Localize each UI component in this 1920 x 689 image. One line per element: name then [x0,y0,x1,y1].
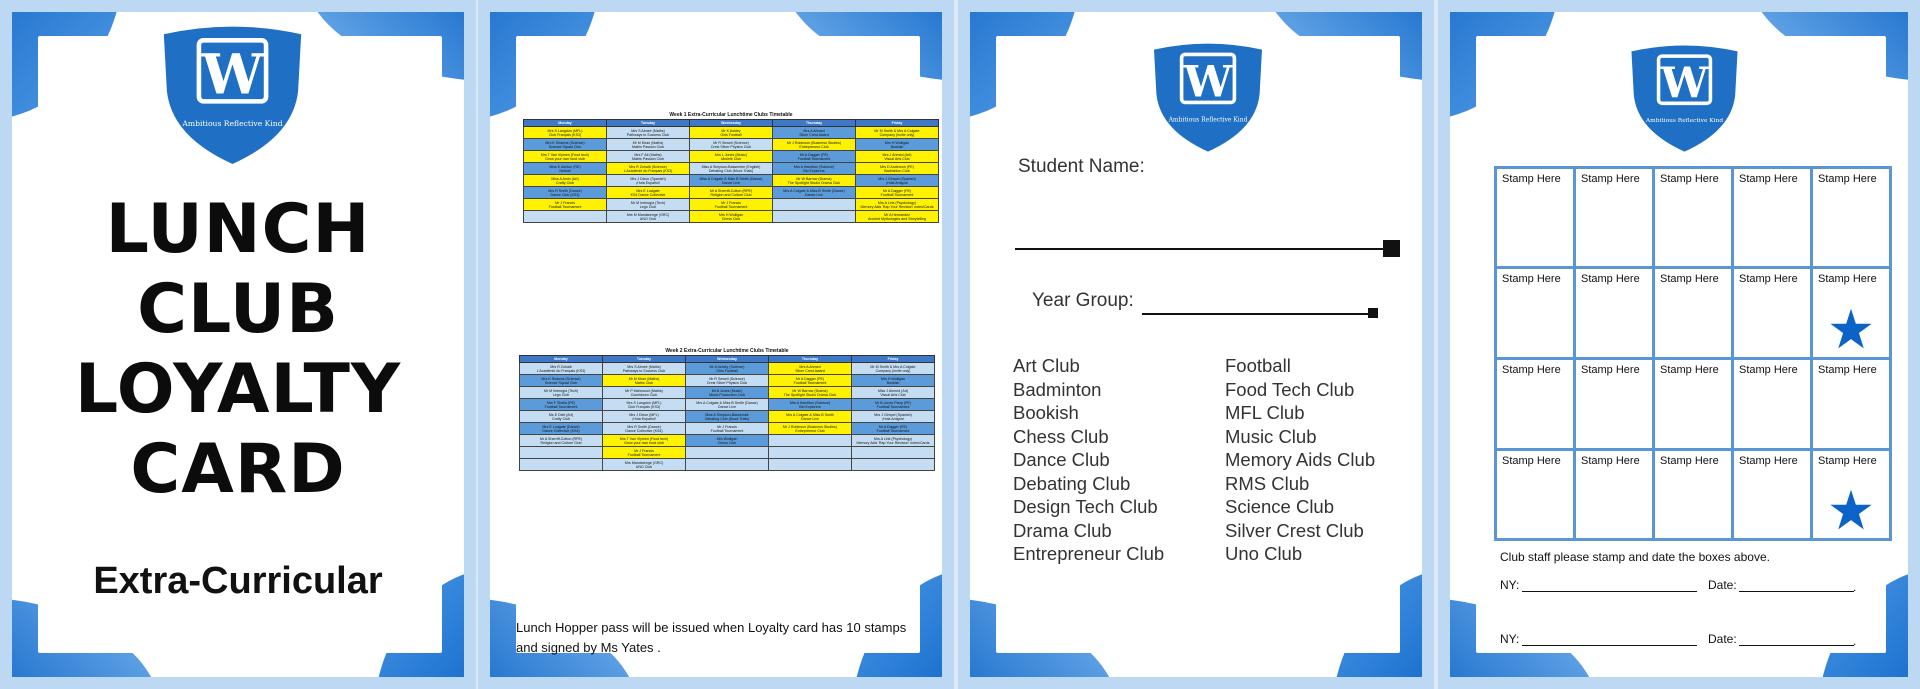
week2-day-header: Friday [852,356,935,363]
week2-cell [520,447,603,459]
week2-cell: Miss J Ahmed (Art) Visual Arts Club [852,387,935,399]
club-name: Uno Club [1225,543,1303,564]
week1-row [524,163,939,175]
club-name: Debating Club [1013,472,1131,494]
week2-row [520,363,935,375]
week1-cell: Mr R Sewell (Science) Crest Silver Physics Club [690,139,773,151]
stamp-label: Stamp Here [1818,173,1877,185]
week2-cell: Mrs A Link (Psychology) Memory Aids 'Rap Your Revision' notes/Cards [852,435,935,447]
week2-cell: Mr W Barrow (Drama) The Spotlight Studio Drama Club [769,387,852,399]
stamp-box[interactable] [1654,450,1733,540]
club-name: Bookish [1013,402,1079,423]
week1-row [524,127,939,139]
card-front-panel [0,0,476,689]
week2-day-header: Thursday [769,356,852,363]
week1-cell: Mrs F Ali (Maths) Maths Passion Club [607,151,690,163]
week2-cell: Mrs T Van Vlymen (Food tech) Grow your own food club [603,435,686,447]
stamp-label: Stamp Here [1660,455,1719,467]
stamp-label: Stamp Here [1739,273,1798,285]
week2-row [520,435,935,447]
week1-cell: Mrs L Jones (Music) Ukulele Club [690,151,773,163]
club-name: Entrepreneur Club [1013,543,1165,564]
stamp-grid [1494,166,1892,541]
stamp-row [1496,168,1891,268]
student-panel [958,0,1434,689]
date-line[interactable] [1739,591,1854,592]
week2-cell: Miss A Simpson-Bassembe Debating Club (Mock Trials) [686,411,769,423]
week2-cell: Mrs A Hamilton (Science) Bio Explorers [769,399,852,411]
club-name: RMS Club [1225,472,1310,494]
stamp-label: Stamp Here [1581,364,1640,376]
week2-day-header: Wednesday [686,356,769,363]
week2-cell: Mr R Sewell (Science) Crest Silver Physics Club [686,375,769,387]
stamp-label: Stamp Here [1818,455,1877,467]
week1-cell: Mrs E Ludgate KS4 Dance Collective [607,187,690,199]
timetable-sheet [490,12,942,677]
club-name: Football [1225,355,1291,376]
card-title-line: CARD [130,430,346,509]
ny-signature-line[interactable] [1522,645,1697,646]
week1-row [524,211,939,223]
week2-cell: Mr J Francis Football Tournament [603,447,686,459]
week1-cell: Mrs S Aimeé (Maths) Pathways to Success Club [607,127,690,139]
stamp-label: Stamp Here [1739,364,1798,376]
stamp-box[interactable] [1654,168,1733,268]
timetable-panel [478,0,954,689]
week2-row [520,423,935,435]
week1-row [524,187,939,199]
stamp-label: Stamp Here [1660,273,1719,285]
club-name: Memory Aids Club [1225,449,1376,470]
week2-cell: Mr A Ashley (Science) Girls Football [686,363,769,375]
student-name-label: Student Name: [1018,156,1145,177]
week1-cell: Mr J Robinson (Business Studies) Entrepreneur Club [773,139,856,151]
week1-cell: Miss A Amin (Art) Crafty Club [524,175,607,187]
week2-cell: Mr A Jones (Music) Music Production Club [686,387,769,399]
date-suffix: . [1853,580,1857,594]
stamp-box[interactable] [1575,450,1654,540]
stamp-row [1496,268,1891,359]
school-logo [155,22,310,167]
ny-label: NY: [1500,632,1520,646]
logo-motto: Ambitious Reflective Kind [182,118,283,128]
week2-cell [769,435,852,447]
line-end-marker [1383,240,1400,257]
stamp-box[interactable] [1654,359,1733,450]
week2-cell: Mr M Smith & Mrs A Colgate Company (invite only) [852,363,935,375]
week1-cell: Mrs A Link (Psychology) Memory Aids 'Rap Your Revision' notes/Cards [856,199,939,211]
week2-day-header: Tuesday [603,356,686,363]
week2-cell: Mr A Sherriff-Cotton (RPE) Religion and Culture Club [520,435,603,447]
club-name: MFL Club [1225,402,1305,423]
week1-cell: Mr A Dagger (PE) Football Tournament [773,151,856,163]
week2-row [520,411,935,423]
stamp-box[interactable] [1575,168,1654,268]
school-logo [1622,42,1747,154]
week2-cell: Mr A Dagger (PE) Football Tournament [769,375,852,387]
week1-cell [524,211,607,223]
week1-cell: Mr M Khan (Maths) Maths Passion Club [607,139,690,151]
stamp-sheet [1450,12,1908,677]
club-name: Badminton [1013,378,1102,400]
week2-cell: Mrs F Sheila (PE) Football Tournament [520,399,603,411]
week1-day-header: Wednesday [690,120,773,127]
week1-cell: Mr A Dagger (PE) Football Tournament [856,187,939,199]
stamp-box[interactable] [1496,168,1575,268]
week2-cell: Mrs R Smith (Dance) Dance Collective (KS4) [603,423,686,435]
week1-cell: Mrs A Colgate & Miss B Smith (Dance) Dance Live [773,187,856,199]
stamp-box[interactable] [1733,450,1812,540]
week1-row [524,199,939,211]
week2-cell: Mr J Robinson (Business Studies) Entrepreneur Club [769,423,852,435]
stamp-row [1496,450,1891,540]
club-name: Drama Club [1013,519,1112,541]
week1-cell: Mr K Ashley Girls Football [690,127,773,139]
stamp-box[interactable] [1654,268,1733,359]
week2-cell: Mr J Francis Football Tournament [686,423,769,435]
club-name: Design Tech Club [1013,496,1158,517]
week1-cell [773,211,856,223]
week1-cell: Mrs D Anderson (PE) Badminton Club [856,163,939,175]
stamp-label: Stamp Here [1739,173,1798,185]
week2-row [520,459,935,471]
stamp-box[interactable] [1733,359,1812,450]
club-name: Art Club [1013,355,1080,376]
week1-cell: Mrs J Gimpel (Spanish) ¡Hola Amigos! [856,175,939,187]
week2-header-row [520,356,935,363]
club-name: Music Club [1225,425,1317,447]
week2-cell: Mrs E Ludgate (Dance) Dance Collective (KS4) [520,423,603,435]
week2-cell: Mr M Khan (Maths) Maths Club [603,375,686,387]
date-suffix: . [1853,634,1857,648]
week1-cell: Mr M Smith & Mrs A Colgate Company (invite only) [856,127,939,139]
star-icon [1829,307,1873,351]
week1-cell: Mrs S Langdon (MFL) Club Français (KS3) [524,127,607,139]
stamp-box[interactable] [1496,359,1575,450]
week2-day-header: Monday [520,356,603,363]
week1-day-header: Friday [856,120,939,127]
week1-timetable [523,119,939,223]
stamp-label: Stamp Here [1739,455,1798,467]
card-subtitle: Extra-Curricular [93,560,383,602]
stamp-box[interactable] [1733,168,1812,268]
stamp-box[interactable] [1812,359,1891,450]
week1-header-row [524,120,939,127]
stamp-box[interactable] [1812,268,1891,359]
week1-cell: Miss A Colgate & Miss B Smith (Dance) Dance Live [690,175,773,187]
stamp-row [1496,359,1891,450]
club-name: Food Tech Club [1225,378,1355,400]
clubs-list-left [1013,354,1164,566]
week1-day-header: Thursday [773,120,856,127]
stamp-panel [1438,0,1920,689]
club-name: Dance Club [1013,449,1110,470]
week2-caption: Week 2 Extra-Curricular Lunchtime Clubs Timetable [665,348,789,354]
stamp-box[interactable] [1496,268,1575,359]
star-icon [1829,488,1873,532]
week2-cell: Mr A Dagger (PE) Football Tournament [852,423,935,435]
week2-cell: Mrs S Langdon (MFL) Club Français (KS3) [603,399,686,411]
week2-cell: Mrs A Colgate & Miss B Smith (Dance) Dance Live [686,399,769,411]
shield-icon [155,22,310,167]
student-sheet [970,12,1422,677]
stamp-box[interactable] [1733,268,1812,359]
week2-cell [852,459,935,471]
week2-row [520,399,935,411]
logo-letter: W [201,41,264,107]
year-group-label: Year Group: [1032,290,1134,311]
week2-cell [769,459,852,471]
week1-cell: Mrs H Wolligan Bookish [856,139,939,151]
logo-letter: W [1660,58,1709,109]
stamp-label: Stamp Here [1581,273,1640,285]
week1-cell [773,199,856,211]
week2-cell [686,447,769,459]
logo-motto: Ambitious Reflective Kind [1168,116,1248,124]
card-title-line: CLUB [137,270,339,349]
card-front-sheet [12,12,464,677]
week1-cell: Mrs A Ahmed Silver Crest Award [773,127,856,139]
club-name: Chess Club [1013,425,1109,447]
week1-cell: Miss E Ashton (RE) Netball [524,163,607,175]
week1-cell: Mr M Imbrugia (Tech) Lego Club [607,199,690,211]
date-line[interactable] [1739,645,1854,646]
week2-cell: Ms E Dixit (Art) Crafty Club [520,411,603,423]
stamp-label: Stamp Here [1818,364,1877,376]
week1-row [524,139,939,151]
week1-cell: Mrs K Sharma (Science) Science Squad Club [524,139,607,151]
week2-cell: Mrs Mandarenge (GRC) UNO Club [603,459,686,471]
ny-signature-line[interactable] [1522,591,1697,592]
week2-row [520,375,935,387]
week1-caption: Week 1 Extra-Curricular Lunchtime Clubs Timetable [669,112,793,118]
week2-cell: Mrs J Gimpel (Spanish) ¡Hola Amigos! [852,411,935,423]
week2-cell: Mr B Jones Parry (PE) Football Tournament [852,399,935,411]
student-name-field[interactable] [1015,248,1390,250]
week2-cell: Mrs R Zohaib L'Académie du Français (KS3) [520,363,603,375]
week1-cell: Mr W Barrow (Drama) The Spotlight Studio Drama Club [773,175,856,187]
stamp-label: Stamp Here [1581,455,1640,467]
week1-cell: Mr A Sherriff-Cotton (RPE) Religion and Culture Club [690,187,773,199]
card-title-line: LOYALTY [74,350,402,429]
week2-cell: Mrs A Ahmed Silver Crest Award [769,363,852,375]
week1-cell: Mrs R Smith (Dance) Dance Club (KS3) [524,187,607,199]
week2-cell: Mr M Imbrugia (Tech) Lego Club [520,387,603,399]
stamp-label: Stamp Here [1660,173,1719,185]
logo-letter: W [1183,56,1233,108]
stamp-label: Stamp Here [1581,173,1640,185]
week1-cell: Mrs H Wolligan Chess Club [690,211,773,223]
stamp-box[interactable] [1812,168,1891,268]
stamp-label: Stamp Here [1818,273,1877,285]
week1-cell: Mrs J Dixon (Spanish) ¡Hola Español! [607,175,690,187]
week2-cell: Mrs K Sharma (Science) Science Squad Club [520,375,603,387]
stamp-label: Stamp Here [1502,364,1561,376]
line-end-marker [1368,308,1378,318]
shield-icon [1622,42,1747,154]
week2-cell: Mrs A Colgate & Miss B Smith Dance Live [769,411,852,423]
week2-cell [769,447,852,459]
week1-row [524,175,939,187]
week2-cell: Mrs H Wolligan Bookish [852,375,935,387]
shield-icon [1144,40,1272,154]
week1-row [524,151,939,163]
week1-day-header: Tuesday [607,120,690,127]
week2-row [520,387,935,399]
clubs-list-right [1225,354,1375,566]
stamp-label: Stamp Here [1502,455,1561,467]
date-label: Date: [1708,632,1737,646]
week2-cell: Mr P Mahmood (Maths) Countdown Club [603,387,686,399]
week2-cell: Mrs J Dixon (MFL) ¡Hola Español! [603,411,686,423]
stamp-label: Stamp Here [1502,173,1561,185]
week1-cell: Mrs A Hamilton (Science) Bio Explorers [773,163,856,175]
week1-cell: Mrs T Van Vlymen (Food tech) Grow your own food club [524,151,607,163]
school-logo [1144,40,1272,154]
card-title-line: LUNCH [105,190,371,269]
stamp-box[interactable] [1575,359,1654,450]
week1-cell: Mrs J Ahmed (Art) Visual Arts Club [856,151,939,163]
stamp-box[interactable] [1496,450,1575,540]
week2-timetable [519,355,935,471]
club-name: Science Club [1225,496,1335,517]
lunch-hopper-note: Lunch Hopper pass will be issued when Loyalty card has 10 stamps and signed by Ms Yates . [516,620,907,655]
week1-cell: Miss A Simpson-Bassembe (English) Debating Club (Mock Trials) [690,163,773,175]
stamp-box[interactable] [1575,268,1654,359]
stamp-label: Stamp Here [1502,273,1561,285]
week2-cell [686,459,769,471]
year-group-field[interactable] [1142,313,1374,315]
logo-motto: Ambitious Reflective Kind [1645,118,1724,125]
week2-cell: Mrs Wolligan Chess Club [686,435,769,447]
week1-cell: Mr J Francis Football Tournament [690,199,773,211]
week1-cell: Mrs M Mandarenge (GRC) UNO Club [607,211,690,223]
week2-cell: Mrs S Aimeé (Maths) Pathways to Success Club [603,363,686,375]
stamp-instruction: Club staff please stamp and date the boxes above. [1500,550,1770,564]
ny-label: NY: [1500,578,1520,592]
week1-cell: Mr A Hernandez Ancient Mythologies and Storytelling [856,211,939,223]
date-label: Date: [1708,578,1737,592]
week1-day-header: Monday [524,120,607,127]
club-name: Silver Crest Club [1225,519,1364,541]
week1-cell: Mr J Francis Football Tournament [524,199,607,211]
week2-cell [852,447,935,459]
week1-cell: Mrs R Zohaib (Science) L'Académie du Français (KS3) [607,163,690,175]
week2-row [520,447,935,459]
stamp-label: Stamp Here [1660,364,1719,376]
stamp-box[interactable] [1812,450,1891,540]
week2-cell [520,459,603,471]
